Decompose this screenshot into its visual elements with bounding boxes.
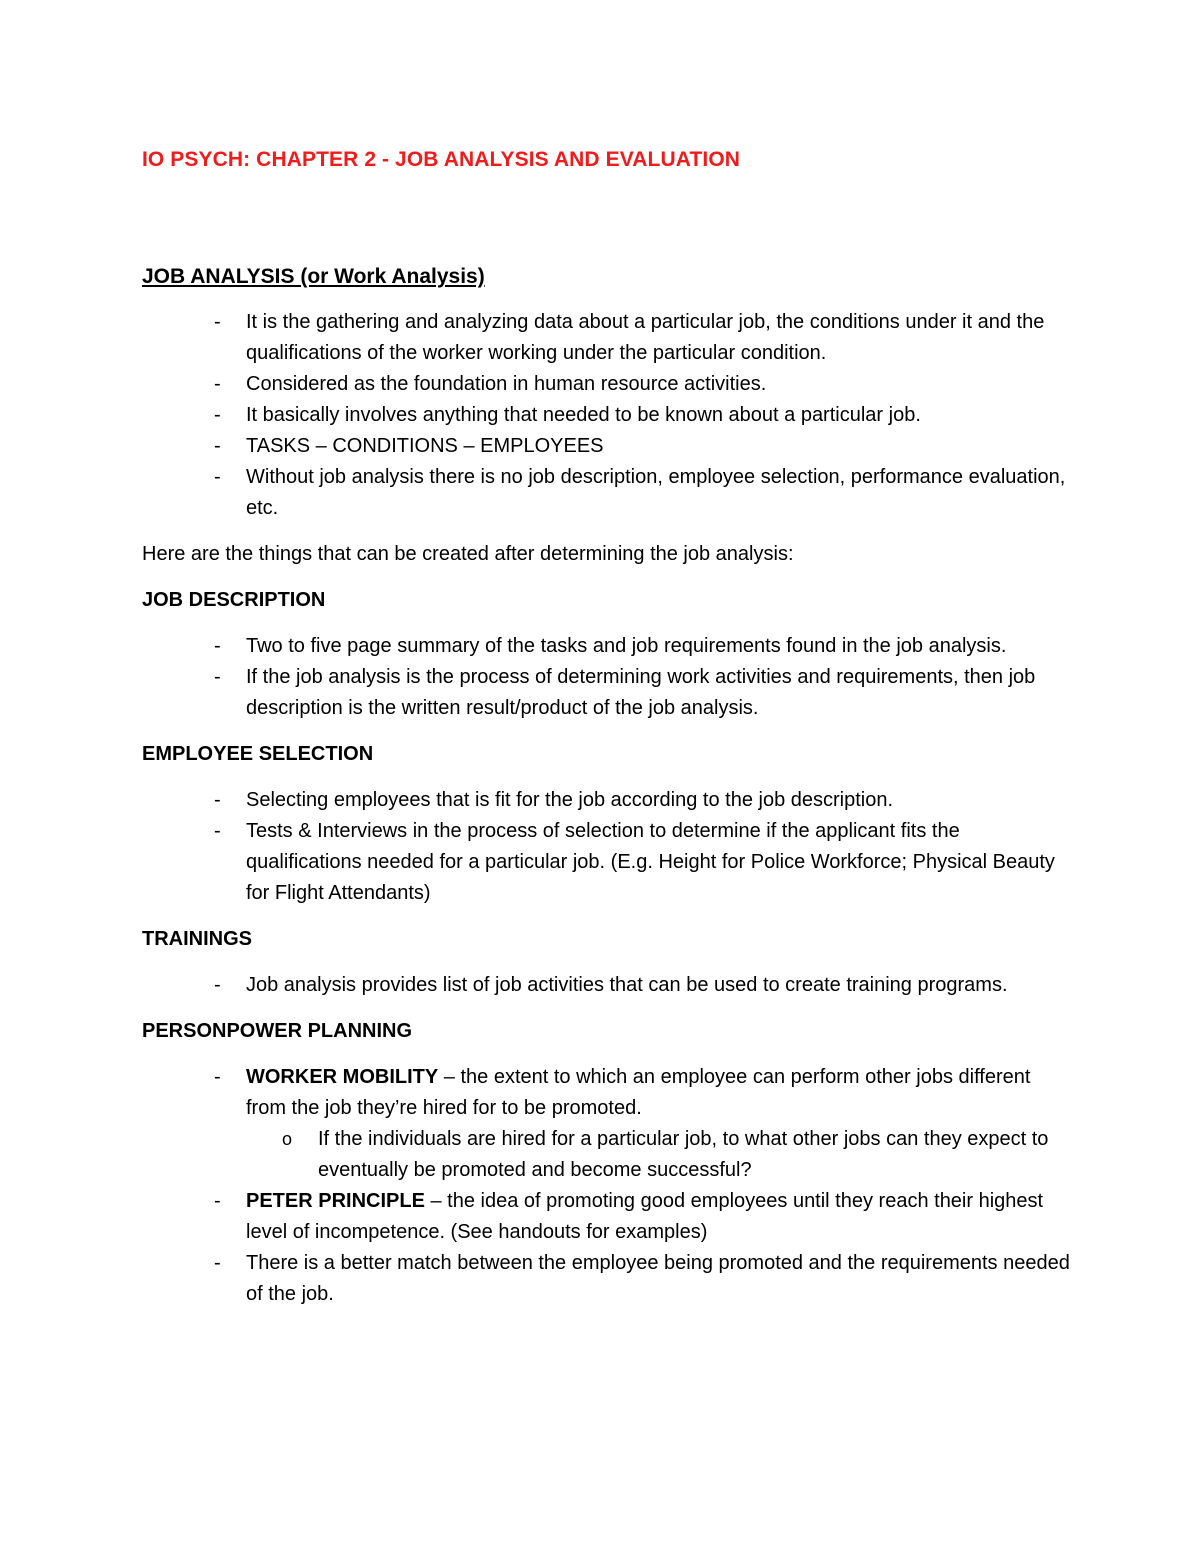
bullet-dash: - [214, 1066, 221, 1088]
list-item: - There is a better match between the employee being promoted and the requirements needed of the job. [142, 1248, 1072, 1310]
bullet-dash: - [214, 1252, 221, 1274]
bullet-dash: - [214, 311, 221, 333]
heading-job-description: JOB DESCRIPTION [142, 589, 326, 611]
job-analysis-list [142, 307, 1072, 524]
list-item: - Considered as the foundation in human resource activities. [142, 369, 1072, 400]
intro-paragraph: Here are the things that can be created after determining the job analysis: [142, 543, 794, 565]
list-item: - Without job analysis there is no job description, employee selection, performance evaluation, etc. [142, 462, 1072, 524]
sub-list-item: o If the individuals are hired for a particular job, to what other jobs can they expect to eventually be promoted and become successful? [142, 1124, 1072, 1186]
term-worker-mobility: WORKER MOBILITY [246, 1066, 439, 1088]
bullet-dash: - [214, 820, 221, 842]
personpower-planning-list [142, 1062, 1072, 1310]
heading-employee-selection: EMPLOYEE SELECTION [142, 743, 374, 765]
list-item: - TASKS – CONDITIONS – EMPLOYEES [142, 431, 1072, 462]
list-item: - PETER PRINCIPLE – the idea of promoting good employees until they reach their highest level of incompetence. (See handouts for examples) [142, 1186, 1072, 1248]
bullet-dash: - [214, 1190, 221, 1212]
trainings-list [142, 970, 1072, 1001]
bullet-dash: - [214, 373, 221, 395]
list-item: - If the job analysis is the process of determining work activities and requirements, then job description is the written result/product of the job analysis. [142, 662, 1072, 724]
list-item: - It basically involves anything that needed to be known about a particular job. [142, 400, 1072, 431]
document-title: IO PSYCH: CHAPTER 2 - JOB ANALYSIS AND EVALUATION [142, 148, 741, 171]
list-item: - WORKER MOBILITY – the extent to which an employee can perform other jobs different from the job they’re hired for to be promoted. o If the individuals are hired for a particular job, to what other jobs can they expect to eventually be promoted and become successful? [142, 1062, 1072, 1186]
bullet-dash: - [214, 435, 221, 457]
term-peter-principle: PETER PRINCIPLE [246, 1190, 425, 1212]
job-description-list [142, 631, 1072, 724]
list-item: - It is the gathering and analyzing data about a particular job, the conditions under it and the qualifications of the worker working under the particular condition. [142, 307, 1072, 369]
list-item: - Job analysis provides list of job activities that can be used to create training programs. [142, 970, 1072, 1001]
bullet-circle: o [282, 1129, 293, 1149]
bullet-dash: - [214, 974, 221, 996]
heading-personpower-planning: PERSONPOWER PLANNING [142, 1020, 413, 1042]
list-item: - Tests & Interviews in the process of selection to determine if the applicant fits the qualifications needed for a particular job. (E.g. Height for Police Workforce; Physical Beauty for Flight Attendants) [142, 816, 1072, 909]
list-item: - Selecting employees that is fit for the job according to the job description. [142, 785, 1072, 816]
worker-mobility-sublist [246, 1124, 1072, 1186]
bullet-dash: - [214, 666, 221, 688]
list-item: - Two to five page summary of the tasks and job requirements found in the job analysis. [142, 631, 1072, 662]
heading-job-analysis: JOB ANALYSIS (or Work Analysis) [142, 265, 485, 288]
bullet-dash: - [214, 789, 221, 811]
document-body [142, 144, 1072, 1325]
bullet-dash: - [214, 466, 221, 488]
employee-selection-list [142, 785, 1072, 909]
heading-trainings: TRAININGS [142, 928, 252, 950]
bullet-dash: - [214, 635, 221, 657]
bullet-dash: - [214, 404, 221, 426]
